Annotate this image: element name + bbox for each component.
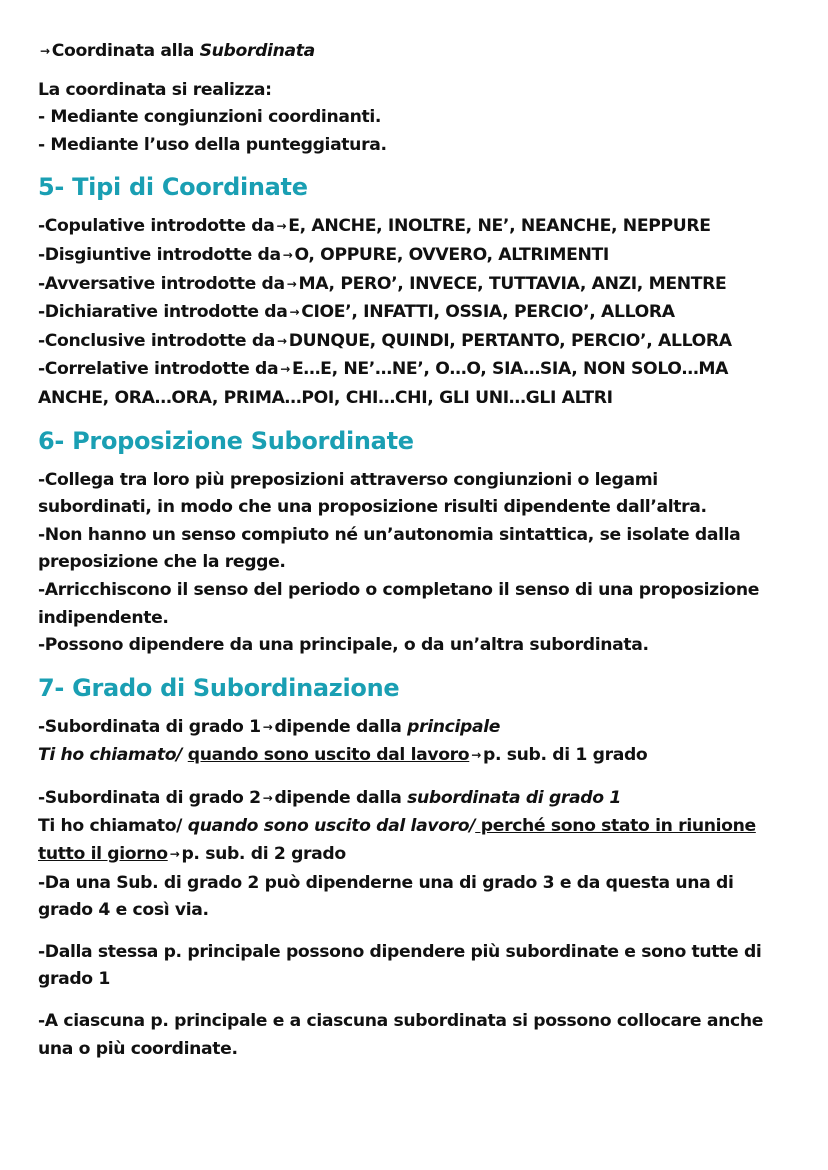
arrow-icon: → <box>289 305 300 320</box>
intro-paragraph-1: La coordinata si realizza: <box>38 79 272 100</box>
coordinate-type-item <box>38 271 798 300</box>
coordinate-type-value: CIOE’, INFATTI, OSSIA, PERCIO’, ALLORA <box>301 302 675 323</box>
intro-paragraph-2: - Mediante congiunzioni coordinanti. <box>38 107 382 128</box>
section-7-title: 7- Grado di Subordinazione <box>38 673 400 702</box>
intro-heading-line <box>38 38 798 67</box>
grade-2-definition: -Subordinata di grado 2 → dipende dalla subordinata di grado 1 <box>38 787 621 808</box>
arrow-icon: → <box>276 219 287 234</box>
arrow-icon: → <box>169 847 180 862</box>
subordinate-line: -Non hanno un senso compiuto né un’autonomia sintattica, se isolate dalla <box>38 524 741 545</box>
grade-2-example-cont: tutto il giorno → p. sub. di 2 grado <box>38 844 346 865</box>
subordinate-line: indipendente. <box>38 607 169 628</box>
coordinate-type-value: O, OPPURE, OVVERO, ALTRIMENTI <box>294 244 609 265</box>
coordinate-type-label: -Avversative introdotte da <box>38 273 285 294</box>
subordinate-line: -Collega tra loro più preposizioni attraverso congiunzioni o legami <box>38 469 658 490</box>
paragraph-same-principal: -Dalla stessa p. principale possono dipendere più subordinate e sono tutte di <box>38 941 762 962</box>
intro-paragraph-3: - Mediante l’uso della punteggiatura. <box>38 134 387 155</box>
coordinate-type-item <box>38 299 798 328</box>
paragraph-coordinates: una o più coordinate. <box>38 1038 238 1059</box>
intro-heading-italic: Subordinata <box>199 41 315 61</box>
subordinate-line: preposizione che la regge. <box>38 552 286 573</box>
coordinate-type-item <box>38 356 798 385</box>
grade-2-example: Ti ho chiamato/ quando sono uscito dal lavoro/ perché sono stato in riunione <box>38 816 756 837</box>
coordinate-type-label: -Copulative introdotte da <box>38 216 275 237</box>
paragraph-same-principal: grado 1 <box>38 969 110 990</box>
arrow-icon: → <box>280 362 290 377</box>
arrow-icon: → <box>286 276 297 291</box>
subordinate-line: -Possono dipendere da una principale, o da un’altra subordinata. <box>38 635 649 656</box>
coordinate-type-continuation: ANCHE, ORA…ORA, PRIMA…POI, CHI…CHI, GLI UNI…GLI ALTRI <box>38 387 613 408</box>
coordinate-type-label: -Dichiarative introdotte da <box>38 302 288 323</box>
arrow-icon: → <box>282 247 293 262</box>
subordinate-line: -Arricchiscono il senso del periodo o completano il senso di una proposizione <box>38 579 760 600</box>
section-5-title: 5- Tipi di Coordinate <box>38 173 308 202</box>
arrow-icon: → <box>262 719 273 734</box>
coordinate-type-value: E, ANCHE, INOLTRE, NE’, NEANCHE, NEPPURE <box>288 216 711 237</box>
arrow-icon: → <box>277 333 287 348</box>
coordinate-type-label: -Correlative introdotte da <box>38 359 279 380</box>
coordinate-type-value: MA, PERO’, INVECE, TUTTAVIA, ANZI, MENTRE <box>298 273 727 294</box>
grade-1-definition: -Subordinata di grado 1 → dipende dalla principale <box>38 716 501 737</box>
coordinate-type-label: -Conclusive introdotte da <box>38 330 276 351</box>
grade-2-more: grado 4 e così via. <box>38 900 209 921</box>
coordinate-type-item <box>38 213 798 242</box>
arrow-icon: → <box>262 790 273 805</box>
grade-1-example: Ti ho chiamato/ quando sono uscito dal lavoro → p. sub. di 1 grado <box>38 745 648 766</box>
coordinate-type-value: DUNQUE, QUINDI, PERTANTO, PERCIO’, ALLORA <box>288 330 732 351</box>
subordinate-line: subordinati, in modo che una proposizione risulti dipendente dall’altra. <box>38 497 707 518</box>
section-6-title: 6- Proposizione Subordinate <box>38 426 414 455</box>
coordinate-type-item <box>38 242 798 271</box>
arrow-icon: → <box>40 44 50 58</box>
intro-heading-text: Coordinata alla <box>51 41 200 61</box>
grade-2-more: -Da una Sub. di grado 2 può dipenderne una di grado 3 e da questa una di <box>38 872 734 893</box>
arrow-icon: → <box>471 748 481 763</box>
paragraph-coordinates: -A ciascuna p. principale e a ciascuna subordinata si possono collocare anche <box>38 1011 764 1032</box>
coordinate-type-value: E…E, NE’…NE’, O…O, SIA…SIA, NON SOLO…MA <box>291 359 729 380</box>
coordinate-type-label: -Disgiuntive introdotte da <box>38 244 281 265</box>
document-page <box>38 38 798 1063</box>
coordinate-type-item <box>38 328 798 357</box>
